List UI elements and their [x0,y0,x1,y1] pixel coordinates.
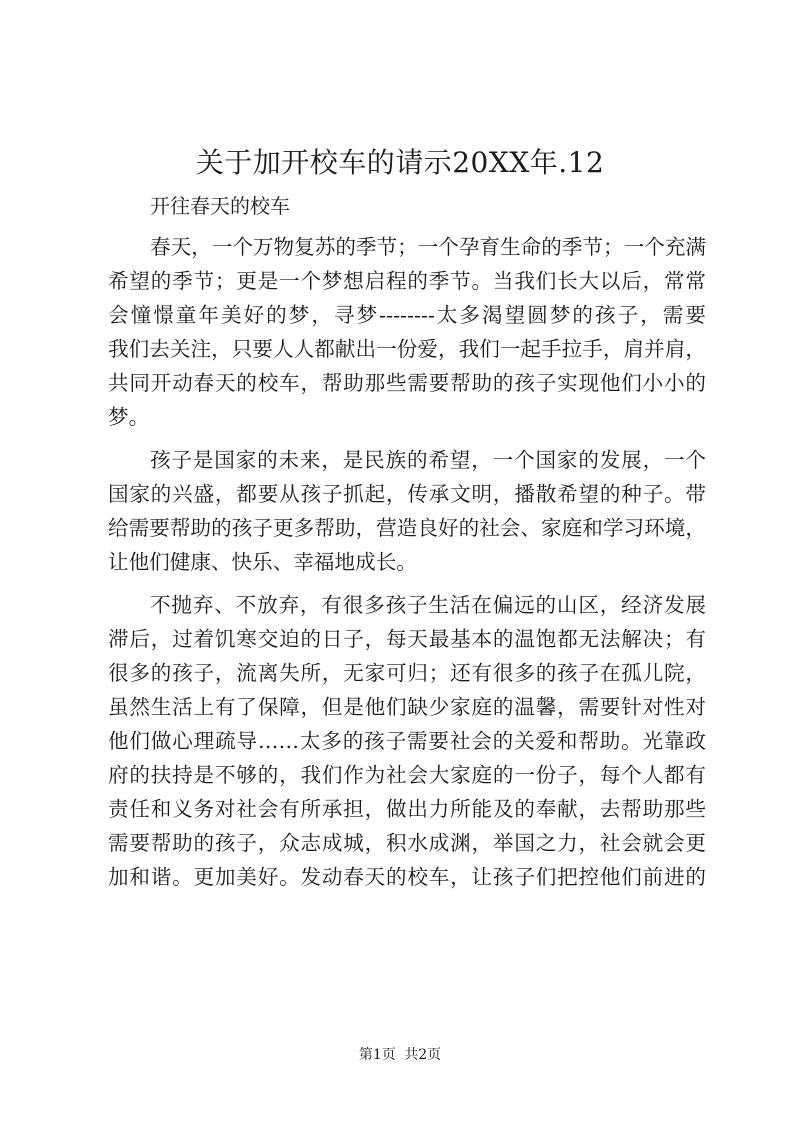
text-line: 春天，一个万物复苏的季节；一个孕育生命的季节；一个充满 [150,235,706,259]
text-line: 滞后，过着饥寒交迫的日子，每天最基本的温饱都无法解决；有 [108,627,706,651]
text-line: 他们做心理疏导……太多的孩子需要社会的关爱和帮助。光靠政 [108,729,706,753]
document-title: 关于加开校车的请示20XX年.12 [195,146,605,179]
text-line: 加和谐。更加美好。发动春天的校车，让孩子们把控他们前进的 [108,865,706,889]
text-line: 不抛弃、不放弃，有很多孩子生活在偏远的山区，经济发展 [150,593,706,617]
paragraph [108,588,706,894]
text-line: 孩子是国家的未来，是民族的希望，一个国家的发展，一个 [150,448,706,472]
text-line: 我们去关注，只要人人都献出一份爱，我们一起手拉手，肩并肩， [108,337,706,361]
paragraph [108,230,706,434]
text-line: 责任和义务对社会有所承担，做出力所能及的奉献，去帮助那些 [108,797,706,821]
text-line: 府的扶持是不够的，我们作为社会大家庭的一份子，每个人都有 [108,763,706,787]
text-line: 需要帮助的孩子，众志成城，积水成渊，举国之力，社会就会更 [108,831,706,855]
document-body [108,230,706,894]
text-line: 给需要帮助的孩子更多帮助，营造良好的社会、家庭和学习环境， [108,516,706,540]
text-line: 梦。 [108,405,150,429]
text-line: 希望的季节；更是一个梦想启程的季节。当我们长大以后，常常 [108,269,706,293]
text-line: 虽然生活上有了保障，但是他们缺少家庭的温馨，需要针对性对 [108,695,706,719]
text-line: 让他们健康、快乐、幸福地成长。 [108,550,417,574]
text-line: 共同开动春天的校车，帮助那些需要帮助的孩子实现他们小小的 [108,371,706,395]
text-line: 国家的兴盛，都要从孩子抓起，传承文明，播散希望的种子。带 [108,482,706,506]
paragraph [108,443,706,579]
document-subtitle: 开往春天的校车 [150,194,290,218]
page-number-footer: 第1页 共2页 [358,1047,442,1063]
text-line: 很多的孩子，流离失所，无家可归；还有很多的孩子在孤儿院， [108,661,706,685]
text-line: 会憧憬童年美好的梦，寻梦--------太多渴望圆梦的孩子，需要 [108,303,706,327]
